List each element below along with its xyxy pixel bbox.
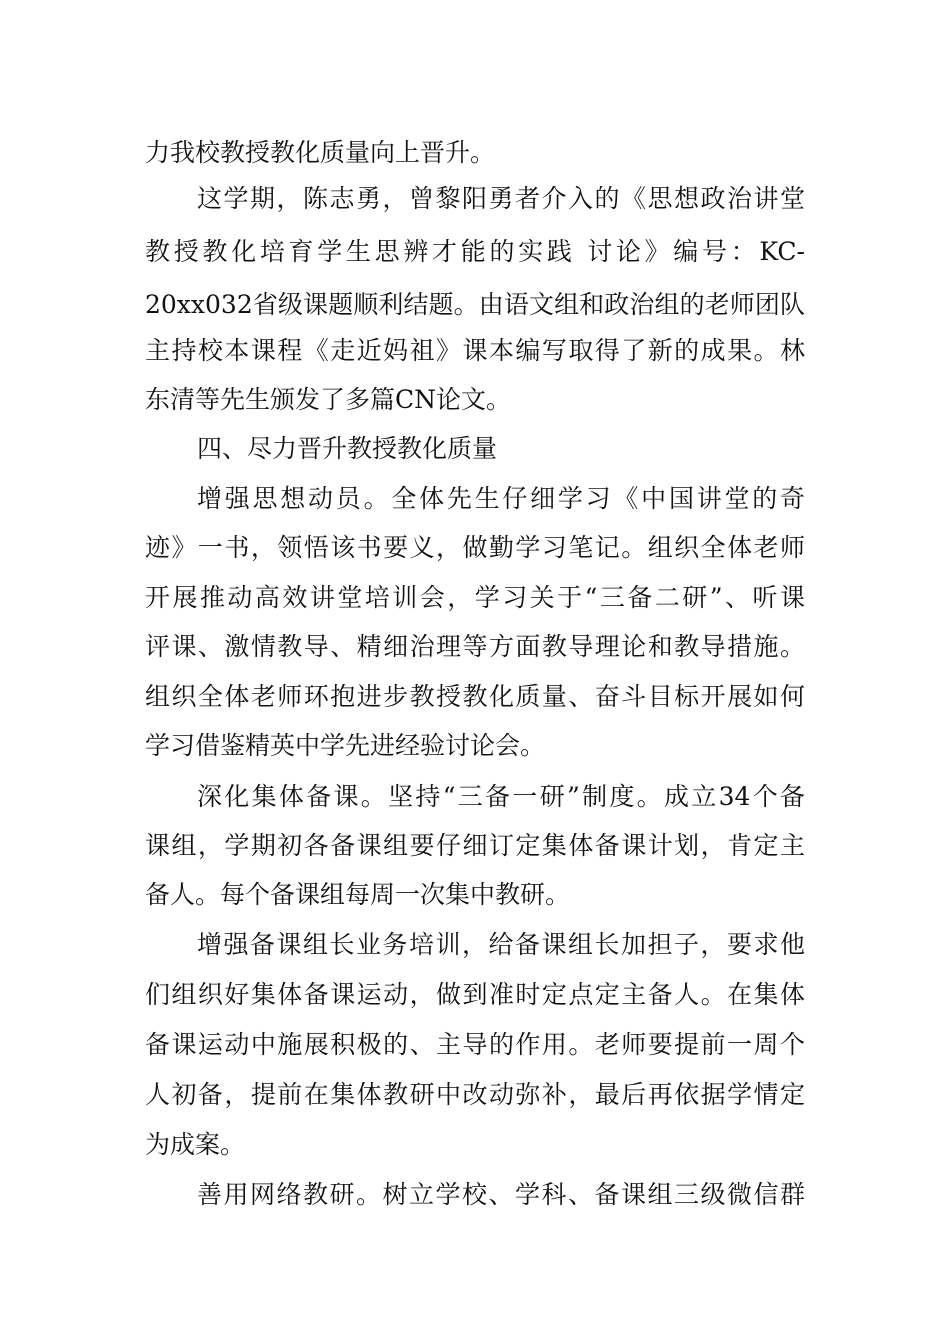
text-line: 学习借鉴精英中学先进经验讨论会。 <box>145 731 546 760</box>
text-line: 课组，学期初各备课组要仔细订定集体备课计划，肯定主 <box>145 831 805 860</box>
text-line: 组织全体老师环抱进步教授教化质量、奋斗目标开展如何 <box>145 682 805 711</box>
section-heading: 四、尽力晋升教授教化质量 <box>197 434 498 463</box>
text-line: 20xx032省级课题顺利结题。由语文组和政治组的老师团队 <box>145 290 805 319</box>
text-line: 评课、激情教导、精细治理等方面教导理论和教导措施。 <box>145 632 805 661</box>
text-line: 善用网络教研。树立学校、学科、备课组三级微信群 <box>197 1180 805 1209</box>
text-line: 人初备，提前在集体教研中改动弥补，最后再依据学情定 <box>145 1080 805 1109</box>
text-line: 主持校本课程《走近妈祖》课本编写取得了新的成果。林 <box>145 336 805 365</box>
text-line: 这学期，陈志勇，曾黎阳勇者介入的《思想政治讲堂 <box>197 184 805 213</box>
text-line: 教授教化培育学生思辨才能的实践 讨论》编号：KC- <box>145 237 805 266</box>
text-line: 为成案。 <box>145 1130 246 1159</box>
text-line: 备人。每个备课组每周一次集中教研。 <box>145 880 571 909</box>
text-line: 东清等先生颁发了多篇CN论文。 <box>145 385 512 414</box>
text-line: 深化集体备课。坚持“三备一研”制度。成立34个备 <box>197 782 805 811</box>
text-line: 增强备课组长业务培训，给备课组长加担子，要求他 <box>197 930 805 959</box>
text-line: 增强思想动员。全体先生仔细学习《中国讲堂的奇 <box>197 484 805 513</box>
text-line: 迹》一书，领悟该书要义，做勤学习笔记。组织全体老师 <box>145 533 805 562</box>
text-line: 力我校教授教化质量向上晋升。 <box>145 138 496 167</box>
text-line: 开展推动高效讲堂培训会，学习关于“三备二研”、听课 <box>145 583 805 612</box>
text-line: 们组织好集体备课运动，做到准时定点定主备人。在集体 <box>145 980 805 1009</box>
text-line: 备课运动中施展积极的、主导的作用。老师要提前一周个 <box>145 1030 805 1059</box>
